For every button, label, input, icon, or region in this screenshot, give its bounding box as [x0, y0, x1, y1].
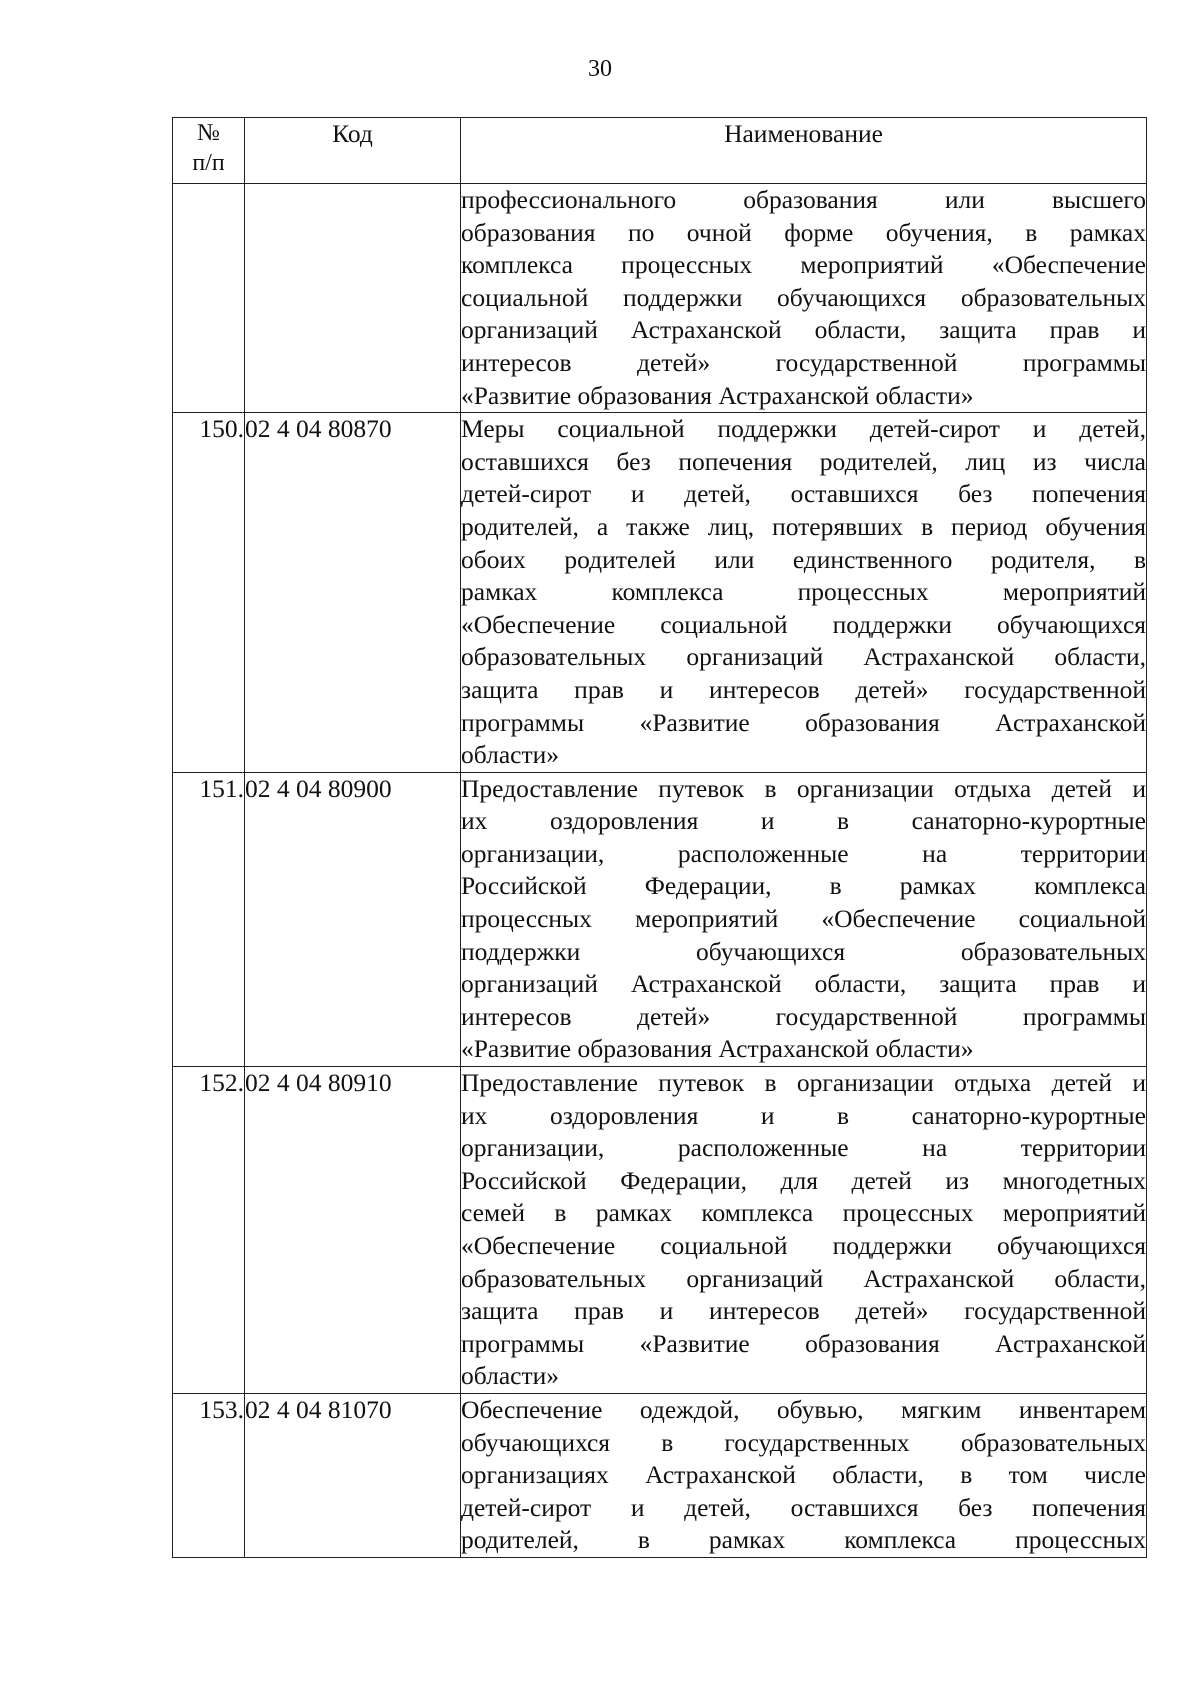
name-text-line: оставшихся без попечения родителей, лиц из числа [461, 446, 1146, 476]
name-text-line: Российской Федерации, в рамках комплекса [461, 871, 1146, 901]
name-text-line: программы «Развитие образования Астраханской [461, 707, 1146, 737]
name-text-line: рамках комплекса процессных мероприятий [461, 577, 1146, 607]
name-text-line: Российской Федерации, для детей из многодетных [461, 1165, 1146, 1195]
row-code-cell: 02 4 04 80910 [245, 1067, 461, 1394]
table-row [173, 1393, 1147, 1557]
name-text-line: области» [461, 740, 559, 770]
name-text-line: обучающихся в государственных образовательных [461, 1427, 1146, 1457]
budget-code-table [172, 117, 1147, 1558]
name-text-line: защита прав и интересов детей» государственной [461, 674, 1146, 704]
name-text-line: Обеспечение одеждой, обувью, мягким инвентарем [461, 1394, 1146, 1424]
name-text-line: образовательных организаций Астраханской области, [461, 1263, 1146, 1293]
name-text-line: «Обеспечение социальной поддержки обучающихся [461, 609, 1146, 639]
name-text-line: их оздоровления и в санаторно-курортные [461, 806, 1146, 836]
name-text-line: интересов детей» государственной программы [461, 347, 1146, 377]
row-code-cell: 02 4 04 80870 [245, 413, 461, 773]
row-number-cell [173, 184, 245, 413]
row-name-cell [461, 413, 1147, 773]
name-text-line: образовательных организаций Астраханской области, [461, 642, 1146, 672]
table-row [173, 772, 1147, 1066]
name-text-line: комплекса процессных мероприятий «Обеспечение [461, 250, 1146, 280]
name-text-line: семей в рамках комплекса процессных мероприятий [461, 1198, 1146, 1228]
table-row [173, 184, 1147, 413]
name-text-line: образования по очной форме обучения, в рамках [461, 217, 1146, 247]
table-body [173, 184, 1147, 1558]
row-number-cell: 151. [173, 772, 245, 1066]
table-row [173, 413, 1147, 773]
page-number: 30 [588, 56, 612, 82]
name-text-line: родителей, в рамках комплекса процессных [461, 1525, 1146, 1555]
name-text-line: поддержки обучающихся образовательных [461, 936, 1146, 966]
name-text-line: организации, расположенные на территории [461, 1133, 1146, 1163]
name-text-line: области» [461, 1361, 559, 1391]
name-text-line: Предоставление путевок в организации отдыха детей и [461, 773, 1146, 803]
row-name-cell [461, 184, 1147, 413]
name-text-line: Меры социальной поддержки детей-сирот и детей, [461, 414, 1146, 444]
row-name-cell [461, 772, 1147, 1066]
name-text-line: организациях Астраханской области, в том числе [461, 1460, 1146, 1490]
name-text-line: социальной поддержки обучающихся образовательных [461, 282, 1146, 312]
row-code-cell [245, 184, 461, 413]
name-text-line: «Развитие образования Астраханской области» [461, 380, 974, 410]
table-row [173, 1067, 1147, 1394]
header-name: Наименование [461, 118, 1147, 184]
name-text-line: детей-сирот и детей, оставшихся без попечения [461, 479, 1146, 509]
name-text-line: детей-сирот и детей, оставшихся без попечения [461, 1492, 1146, 1522]
header-number-abbrev: п/п [192, 150, 225, 176]
name-text-line: защита прав и интересов детей» государственной [461, 1296, 1146, 1326]
name-text-line: Предоставление путевок в организации отдыха детей и [461, 1068, 1146, 1098]
header-code: Код [245, 118, 461, 184]
row-code-cell: 02 4 04 81070 [245, 1393, 461, 1557]
name-text-line: их оздоровления и в санаторно-курортные [461, 1100, 1146, 1130]
name-text-line: «Развитие образования Астраханской области» [461, 1034, 974, 1064]
name-text-line: организации, расположенные на территории [461, 838, 1146, 868]
table-header-row [173, 118, 1147, 184]
row-name-cell [461, 1393, 1147, 1557]
name-text-line: родителей, а также лиц, потерявших в период обучения [461, 511, 1146, 541]
header-number-symbol: № [197, 120, 220, 146]
name-text-line: профессионального образования или высшего [461, 185, 1146, 214]
header-number [173, 118, 245, 184]
name-text-line: организаций Астраханской области, защита прав и [461, 315, 1146, 345]
name-text-line: «Обеспечение социальной поддержки обучающихся [461, 1231, 1146, 1260]
name-text-line: организаций Астраханской области, защита прав и [461, 969, 1146, 999]
name-text-line: программы «Развитие образования Астраханской [461, 1328, 1146, 1358]
row-name-cell [461, 1067, 1147, 1394]
row-number-cell: 153. [173, 1393, 245, 1557]
name-text-line: интересов детей» государственной программы [461, 1001, 1146, 1031]
row-number-cell: 150. [173, 413, 245, 773]
row-number-cell: 152. [173, 1067, 245, 1394]
name-text-line: обоих родителей или единственного родителя, в [461, 544, 1146, 574]
row-code-cell: 02 4 04 80900 [245, 772, 461, 1066]
name-text-line: процессных мероприятий «Обеспечение социальной [461, 904, 1146, 934]
